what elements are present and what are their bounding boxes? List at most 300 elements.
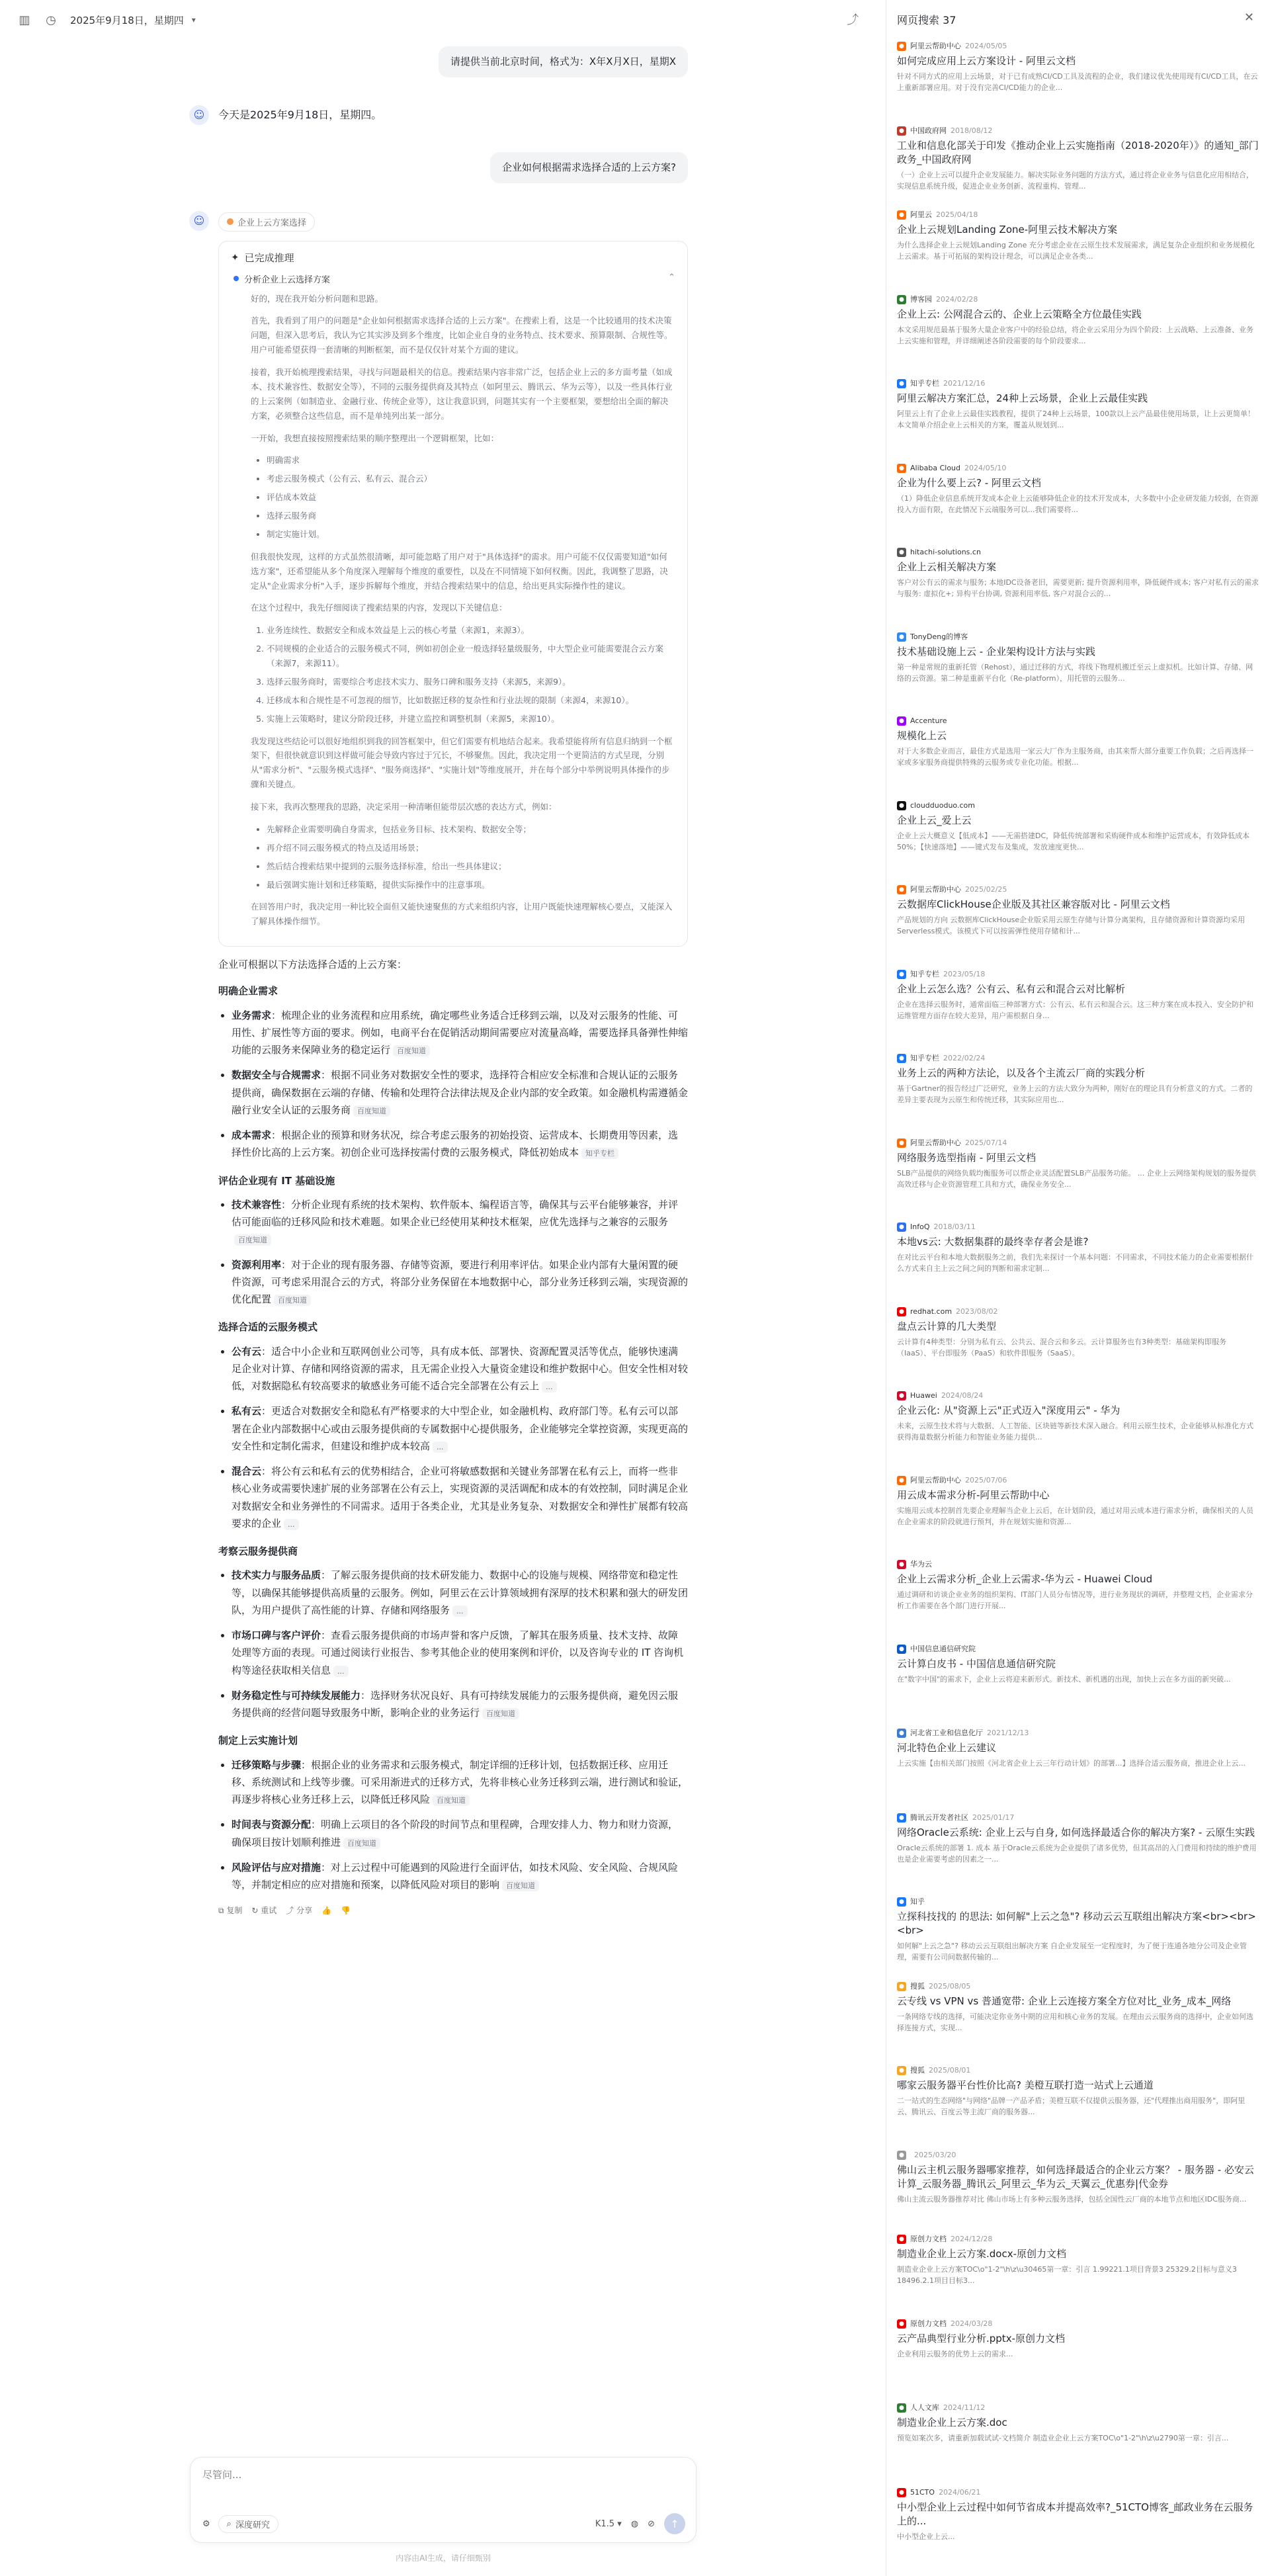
result-site-name: 原创力文档 bbox=[910, 2235, 947, 2243]
result-source bbox=[897, 210, 1259, 220]
result-title[interactable]: 规模化上云 bbox=[897, 730, 947, 742]
search-result[interactable] bbox=[897, 1391, 1259, 1475]
site-favicon-icon: ● bbox=[897, 1054, 906, 1063]
result-snippet: 上云实施【由相关部门按照《河北省企业上云三年行动计划》的部署...】选择合适云服务商，推进企业上云... bbox=[897, 1759, 1246, 1768]
result-source bbox=[897, 1813, 1259, 1823]
site-favicon-icon: ● bbox=[897, 2319, 906, 2329]
item-desc: ：根据不同业务对数据安全性的要求，选择符合相应安全标准和合规认证的云服务提供商，确保数据在云端的存储、传输和处理符合法律法规及企业内部的安全政策。如金融机构需遵循金融行业安全认证的云服务商 bbox=[232, 1069, 689, 1116]
search-result[interactable] bbox=[897, 1813, 1259, 1897]
result-date: 2025/07/14 bbox=[965, 1138, 1007, 1147]
search-result[interactable] bbox=[897, 2403, 1259, 2487]
search-result[interactable] bbox=[897, 1053, 1259, 1138]
result-snippet: 如何解"上云之急"? 移动云云互联组出解决方案 自企业发展至一定程度时，为了便于连通各地分公司及企业管理，需要有公司间数据传输的... bbox=[897, 1942, 1247, 1962]
item-term: 技术实力与服务品质 bbox=[232, 1569, 321, 1582]
item-desc: ：适合中小企业和互联网创业公司等，具有成本低、部署快、资源配置灵活等优点，能够快速满足企业对计算、存储和网络资源的需求，且无需企业投入大量资金建设和维护数据中心。但安全性相对较低，对数据隐私有较高要求的敏感业务可能不适合完全部署在公有云上 bbox=[232, 1345, 689, 1393]
search-result[interactable] bbox=[897, 463, 1259, 548]
site-favicon-icon: ● bbox=[897, 1560, 906, 1569]
result-title[interactable]: 网络Oracle云系统: 企业上云与自身, 如何选择最适合你的解决方案? - 云原生实践 bbox=[897, 1826, 1255, 1838]
deep-research-toggle[interactable]: ⌕ 深度研究 bbox=[218, 2515, 278, 2533]
search-results-list bbox=[897, 41, 1259, 2571]
result-title[interactable]: 佛山云主机云服务器哪家推荐，如何选择最适合的企业云方案？ - 服务器 - 必安云计算_云服务器_腾讯云_阿里云_华为云_天翼云_优惠券|代金券 bbox=[897, 2163, 1254, 2190]
result-snippet: 企业利用云服务的优势上云的需求... bbox=[897, 2349, 1013, 2358]
site-favicon-icon: ● bbox=[897, 126, 906, 136]
result-snippet: 预览如案次多，请重新加载试试-文档简介 制造业企业上云方案TOC\o"1-2"\h\z\u2790第一章：引言... bbox=[897, 2434, 1229, 2442]
item-term: 私有云 bbox=[232, 1405, 262, 1418]
share-icon[interactable]: ⤴ bbox=[847, 13, 859, 27]
search-result[interactable] bbox=[897, 2487, 1259, 2572]
result-site-name: 知乎 bbox=[910, 1897, 925, 1906]
assistant-message bbox=[193, 107, 688, 124]
conversation-title[interactable]: 2025年9月18日，星期四 bbox=[70, 14, 184, 26]
result-title[interactable]: 云数据库ClickHouse企业版及其社区兼容版对比 - 阿里云文档 bbox=[897, 898, 1170, 910]
conversation bbox=[193, 46, 689, 1947]
item-term: 财务稳定性与可持续发展能力 bbox=[232, 1689, 361, 1701]
user-message: 企业如何根据需求选择合适的上云方案? bbox=[218, 152, 688, 183]
result-title[interactable]: 河北特色企业上云建议 bbox=[897, 1742, 997, 1754]
site-favicon-icon: ● bbox=[897, 2235, 906, 2244]
result-snippet: 二一站式的生态网络"与网络"品牌一产品矛盾；美橙互联不仅提供云服务器，还"代理推出商用服务"，即阿里云、腾讯云、百度云等主流厂商的服务器... bbox=[897, 2096, 1246, 2117]
result-date: 2025/07/06 bbox=[965, 1475, 1007, 1484]
search-result[interactable] bbox=[897, 716, 1259, 800]
result-title[interactable]: 企业上云: 公网混合云的、企业上云策略全方位最佳实践 bbox=[897, 308, 1142, 320]
result-date: 2025/08/05 bbox=[929, 1981, 971, 1991]
citation-badge[interactable]: 百度知道 bbox=[393, 1045, 430, 1056]
result-title[interactable]: 本地vs云: 大数据集群的最终幸存者会是谁? bbox=[897, 1236, 1089, 1248]
result-source bbox=[897, 1644, 1259, 1654]
thinking-list: • 先解释企业需要明确自身需求，包括业务目标、技术架构、数据安全等； • 再介绍不同云服务模式的特点及适用场景； • 然后结合搜索结果中提到的云服务选择标准，给出一些具体建议； • 最后强调实施计划和迁移策略，提供实际操作中的注意事项。 bbox=[267, 822, 675, 892]
model-selector[interactable]: K1.5 ▾ bbox=[595, 2518, 622, 2529]
result-snippet: 通过调研和访谈企业业务的组织架构、IT部门人员分布情况等，进行业务现状的调研，并整理文档，企业需求分析工作需要在各个部门进行开展... bbox=[897, 1590, 1253, 1611]
assistant-reply-text: 今天是2025年9月18日，星期四。 bbox=[218, 108, 382, 121]
search-result[interactable] bbox=[897, 2234, 1259, 2319]
result-site-name: 腾讯云开发者社区 bbox=[910, 1813, 968, 1822]
item-desc: ：根据企业的业务需求和云服务模式，制定详细的迁移计划，包括数据迁移、应用迁移、系统测试和上线等步骤。可采用渐进式的迁移方式，先将非核心业务迁移到云端，进行测试和验证，再逐步将核心业务迁移上云，以降低迁移风险 bbox=[232, 1758, 689, 1806]
citation-badge[interactable]: ... bbox=[333, 1666, 349, 1677]
answer-list bbox=[232, 1196, 688, 1309]
site-favicon-icon: ● bbox=[897, 1138, 906, 1148]
result-site-name: 人人文库 bbox=[910, 2403, 939, 2412]
result-site-name: 知乎专栏 bbox=[910, 969, 939, 978]
result-title[interactable]: 企业上云规划Landing Zone-阿里云技术解决方案 bbox=[897, 224, 1118, 236]
site-favicon-icon: ● bbox=[897, 1307, 906, 1316]
site-favicon-icon: ● bbox=[897, 2488, 906, 2497]
item-desc: ：梳理企业的业务流程和应用系统，确定哪些业务适合迁移到云端，以及对云服务的性能、可用性、扩展性等方面的要求。例如，电商平台在促销活动期间需要应对流量高峰，需要选择具备弹性伸缩功能的云服务来保障业务的稳定运行 bbox=[232, 1009, 689, 1056]
site-favicon-icon: ● bbox=[897, 885, 906, 894]
result-source bbox=[897, 2487, 1259, 2498]
answer-list-item bbox=[232, 1343, 688, 1395]
result-date: 2024/12/28 bbox=[951, 2235, 993, 2243]
item-term: 迁移策略与步骤 bbox=[232, 1758, 302, 1771]
message-actions bbox=[218, 1904, 688, 1918]
result-title[interactable]: 制造业企业上云方案.docx-原创力文档 bbox=[897, 2248, 1067, 2260]
thinking-panel bbox=[218, 241, 688, 947]
site-favicon-icon: ● bbox=[897, 2066, 906, 2075]
chat-input-box bbox=[190, 2457, 697, 2543]
search-result[interactable] bbox=[897, 2150, 1259, 2235]
citation-badge[interactable]: 百度知道 bbox=[343, 1838, 380, 1849]
search-result[interactable] bbox=[897, 884, 1259, 969]
user-message: 请提供当前北京时间，格式为：X年X月X日，星期X bbox=[218, 46, 688, 77]
answer-list-item bbox=[232, 1196, 688, 1248]
site-favicon-icon: ● bbox=[897, 716, 906, 726]
result-site-name: 51CTO bbox=[910, 2487, 935, 2497]
answer-list bbox=[232, 1343, 688, 1533]
result-title[interactable]: 业务上云的两种方法论，以及各个主流云厂商的实践分析 bbox=[897, 1067, 1146, 1079]
result-site-name: TonyDeng的博客 bbox=[910, 632, 968, 641]
result-site-name: 阿里云帮助中心 bbox=[910, 1475, 961, 1484]
answer-body: 企业可根据以下方法选择合适的上云方案： 明确企业需求 • 业务需求：梳理企业的业务流程和应用系统，确定哪些业务适合迁移到云端，以及对云服务的性能、可用性、扩展性等方面的要求。例如，电商平台在促销活动期间需要应对流量高峰，需要选择具备弹性伸缩功能的云服务来保障业务的稳定运行 百度知道 • 数据安全与合规需求：根据不同业务对数据安全性的要求，选择符合相应安全标准和合规认证的云服务提供商，确保数据在云端的存储、传输和处理符合法律法规及企业内部的安全政策。如金融机构需遵循金融行业安全认证的云服务商 百度知道 • 成本需求：根据企业的预算和财务状况，综合考虑云服务的初始投资、运营成本、长期费用等因素，选择性价比高的上云方案。初创企业可选择按需付费的云服务模式，降低初始成本 知乎专栏 评估企业现有 IT 基础设施 • 技术兼容性：分析企业现有系统的技术架构、软件版本、编程语言等，确保其与云平台能够兼容，并评估可能面临的迁移风险和技术难题。如果企业已经使用某种技术框架，应优先选择与之兼容的云服务百度知道 • 资源利用率：对于企业的现有服务器、存储等资源，要进行利用率评估。如果企业内部有大量闲置的硬件资源，可考虑采用混合云的方式，将部分业务保留在本地数据中心，部分业务迁移到云端，实现资源的优化配置 百度知道 选择合适的云服务模式 • 公有云：适合中小企业和互联网创业公司等，具有成本低、部署快、资源配置灵活等优点，能够快速满足企业对计算、存储和网络资源的需求，且无需企业投入大量资金建设和维护数据中心。但安全性相对较低，对数据隐私有较高要求的敏感业务可能不适合完全部署在公有云上 ... • 私有云：更适合对数据安全和隐私有严格要求的大中型企业，如金融机构、政府部门等。私有云可以部署在企业内部数据中心或由云服务提供商的专属数据中心提供服务，企业能够完全掌控资源，实现更高的安全性和定制化需求，但建设和维护成本较高 ... • 混合云：将公有云和私有云的优势相结合，企业可将敏感数据和关键业务部署在私有云上，而将一些非核心业务或需要快速扩展的业务部署在公有云上，实现资源的灵活调配和成本的有效控制，同时满足企业对数据安全和业务弹性的不同需求。适用于各类企业，尤其是业务复杂、对数据安全和弹性扩展都有较高要求的企业 ... 考察云服务提供商 • 技术实力与服务品质：了解云服务提供商的技术研发能力、数据中心的设施与规模、网络带宽和稳定性等，以确保其能够提供高质量的云服务。例如，阿里云在云计算领域拥有深厚的技术积累和强大的研发团队，为用户提供了高性能的计算、存储和网络服务 ... • 市场口碑与客户评价：查看云服务提供商的市场声誉和客户反馈，了解其在服务质量、技术支持、故障处理等方面的表现。可通过阅读行业报告、参考其他企业的使用案例和评价，以及咨询专业的 IT 咨询机构等途径获取相关信息 ... • 财务稳定性与可持续发展能力：选择财务状况良好、具有可持续发展能力的云服务提供商，避免因云服务提供商的经营问题导致服务中断，影响企业的业务运行 百度知道 制定上云实施计划 • 迁移策略与步骤：根据企业的业务需求和云服务模式，制定详细的迁移计划，包括数据迁移、应用迁移、系统测试和上线等步骤。可采用渐进式的迁移方式，先将非核心业务迁移到云端，进行测试和验证，再逐步将核心业务迁移上云，以降低迁移风险 百度知道 • 时间表与资源分配：明确上云项目的各个阶段的时间节点和里程碑，合理安排人力、物力和财力资源，确保项目按计划顺利推进 百度知道 • 风险评估与应对措施：对上云过程中可能遇到的风险进行全面评估，如技术风险、安全风险、合规风险等，并制定相应的应对措施和预案，以降低风险对项目的影响 百度知道 ⧉ 复制 ↻ 重试 ⤴ 分享 👍 👎 bbox=[218, 956, 688, 1918]
citation-badge[interactable]: 百度知道 bbox=[353, 1105, 390, 1117]
result-date: 2024/05/05 bbox=[965, 42, 1007, 50]
site-favicon-icon: ● bbox=[897, 1476, 906, 1485]
result-snippet: 在对比云平台和本地大数据服务之前，我们先来探讨一个基本问题：不同需求，不同技术能力的企业需要根据什么方式来自主上云之间之间的判断和需求定制... bbox=[897, 1253, 1253, 1273]
thinking-body: 好的，现在我开始分析问题和思路。 首先，我看到了用户的问题是"企业如何根据需求选择合适的上云方案"。在搜索上看，这是一个比较通用的技术决策问题，但深入思考后，我认为它其实涉及到多个维度，比如企业自身的业务特点、技术要求、预算限制、合规性等。用户可能希望获得一套清晰的判断框架，而不是仅仅针对某个方面的建议。 接着，我开始梳理搜索结果，寻找与问题最相关的信息。搜索结果内容非常广泛，包括企业上云的多方面考量（如成本、技术兼容性、数据安全等），不同的云服务提供商及其特点（如阿里云、腾讯云、华为云等），以及一些具体行业的上云案例（如制造业、金融行业、传统企业等），这让我意识到，问题其实有一个主要框架，要想给出全面的解决方案，必须整合这些信息，而不是单纯列出某一部分。 一开始，我想直接按照搜索结果的顺序整理出一个逻辑框架，比如： • 明确需求 • 考虑云服务模式（公有云、私有云、混合云） • 评估成本效益 • 选择云服务商 • 制定实施计划。 但我很快发现，这样的方式虽然很清晰，却可能忽略了用户对于"具体选择"的需求。用户可能不仅仅需要知道"如何选方案"，还希望能从多个角度深入理解每个维度的重要性，以及在不同情境下如何权衡。因此，我调整了思路，决定从"企业需求分析"入手，逐步拆解每个维度，并结合搜索结果中的信息，给出更具实际操作性的建议。 在这个过程中，我先仔细阅读了搜索结果的内容，发现以下关键信息： 1. 业务连续性、数据安全和成本效益是上云的核心考量（来源1，来源3）。 2. 不同规模的企业适合的云服务模式不同，例如初创企业一般选择轻量级服务，中大型企业可能需要混合云方案（来源7，来源11）。 3. 选择云服务商时，需要综合考虑技术实力、服务口碑和服务支持（来源5，来源9）。 4. 迁移成本和合规性是不可忽视的细节，比如数据迁移的复杂性和行业法规的限制（来源4，来源10）。 5. 实施上云策略时，建议分阶段迁移，并建立监控和调整机制（来源5，来源10）。 我发现这些结论可以很好地组织到我的回答框架中，但它们需要有机地结合起来。我希望能将所有信息归纳到一个框架下，但很快就意识到这样做可能会导致内容过于冗长，不够聚焦。因此，我决定用一个更简洁的方式呈现，分别从"需求分析"、"云服务模式选择"、"服务商选择"、"实施计划"等维度展开，并在每个部分中举例说明具体操作的步骤和关键点。 接下来，我再次整理我的思路，决定采用一种清晰但能带层次感的表达方式，例如： • 先解释企业需要明确自身需求，包括业务目标、技术架构、数据安全等； • 再介绍不同云服务模式的特点及适用场景； • 然后结合搜索结果中提到的云服务选择标准，给出一些具体建议； • 最后强调实施计划和迁移策略，提供实际操作中的注意事项。 在回答用户时，我决定用一种比较全面但又能快速聚焦的方式来组织内容，让用户既能快速理解核心要点，又能深入了解具体操作细节。 bbox=[251, 292, 675, 929]
result-site-name: cloudduoduo.com bbox=[910, 800, 975, 810]
citation-badge[interactable]: 百度知道 bbox=[433, 1795, 470, 1806]
section-heading: 制定上云实施计划 bbox=[218, 1735, 298, 1747]
item-desc: ：选择财务状况良好、具有可持续发展能力的云服务提供商，避免因云服务提供商的经营问题导致服务中断，影响企业的业务运行 bbox=[232, 1689, 679, 1719]
item-term: 技术兼容性 bbox=[232, 1198, 282, 1211]
result-source bbox=[897, 2403, 1259, 2413]
result-date: 2025/08/01 bbox=[929, 2066, 971, 2075]
citation-badge[interactable]: 知乎专栏 bbox=[581, 1148, 618, 1159]
result-title[interactable]: 企业云化: 从"资源上云"正式迈入"深度用云" - 华为 bbox=[897, 1404, 1121, 1416]
result-site-name: 中国信息通信研究院 bbox=[910, 1644, 976, 1653]
result-title[interactable]: 技术基础设施上云 - 企业架构设计方法与实践 bbox=[897, 645, 1095, 658]
result-date: 2018/08/12 bbox=[951, 126, 993, 135]
thinking-list: • 明确需求 • 考虑云服务模式（公有云、私有云、混合云） • 评估成本效益 • 选择云服务商 • 制定实施计划。 bbox=[267, 453, 675, 541]
item-desc: ：根据企业的预算和财务状况，综合考虑云服务的初始投资、运营成本、长期费用等因素，选择性价比高的上云方案。初创企业可选择按需付费的云服务模式，降低初始成本 bbox=[232, 1129, 679, 1159]
result-snippet: 实施用云成本控制首先要企业理解当企业上云后，在计划阶段，通过对用云成本进行需求分析，确保相关的人员在企业需求的阶段就进行预判，并在规划实施和资源... bbox=[897, 1506, 1253, 1526]
thumbs-down-icon[interactable]: 👎 bbox=[341, 1906, 351, 1916]
item-desc: ：对上云过程中可能遇到的风险进行全面评估，如技术风险、安全风险、合规风险等，并制定相应的应对措施和预案，以降低风险对项目的影响 bbox=[232, 1861, 679, 1891]
result-snippet: 中小型企业上云... bbox=[897, 2532, 955, 2541]
item-term: 资源利用率 bbox=[232, 1258, 282, 1271]
search-result[interactable] bbox=[897, 969, 1259, 1054]
site-favicon-icon: ● bbox=[897, 632, 906, 642]
result-source bbox=[897, 1053, 1259, 1064]
result-title[interactable]: 盘点云计算的几大类型 bbox=[897, 1320, 997, 1332]
result-site-name: 知乎专栏 bbox=[910, 379, 939, 388]
item-desc: ：明确上云项目的各个阶段的时间节点和里程碑，合理安排人力、物力和财力资源，确保项目按计划顺利推进 bbox=[232, 1819, 679, 1848]
search-result[interactable] bbox=[897, 1222, 1259, 1307]
search-result[interactable] bbox=[897, 1138, 1259, 1223]
chevron-up-icon[interactable]: ⌃ bbox=[668, 272, 675, 282]
result-snippet: 阿里云上有了企业上云最佳实践教程，提供了24种上云场景，100款以上云产品最佳使用场景，让上云更简单！本文简单介绍企业上云相关的方案，覆盖从规划到... bbox=[897, 409, 1255, 430]
answer-list-item bbox=[232, 1816, 688, 1851]
result-title[interactable]: 云计算白皮书 - 中国信息通信研究院 bbox=[897, 1657, 1056, 1670]
result-site-name: 搜狐 bbox=[910, 1981, 925, 1991]
search-result[interactable] bbox=[897, 1897, 1259, 1981]
result-title[interactable]: 网络服务选型指南 - 阿里云文档 bbox=[897, 1151, 1036, 1164]
section-heading: 考察云服务提供商 bbox=[218, 1545, 298, 1558]
result-source bbox=[897, 378, 1259, 389]
attach-icon[interactable]: ⊘ bbox=[648, 2518, 655, 2529]
search-result[interactable] bbox=[897, 126, 1259, 210]
result-source bbox=[897, 547, 1259, 558]
search-result[interactable] bbox=[897, 547, 1259, 632]
search-result[interactable] bbox=[897, 1644, 1259, 1729]
result-date: 2025/02/25 bbox=[965, 885, 1007, 894]
result-site-name: 博客园 bbox=[910, 294, 932, 304]
result-title[interactable]: 云专线 vs VPN vs 普通宽带: 企业上云连接方案全方位对比_业务_成本_网络 bbox=[897, 1995, 1232, 2007]
answer-list-item bbox=[232, 1256, 688, 1309]
result-date: 2021/12/16 bbox=[943, 379, 986, 388]
site-favicon-icon: ● bbox=[897, 801, 906, 810]
result-site-name: Huawei bbox=[910, 1391, 937, 1400]
result-snippet: 基于Gartner的报告经过广泛研究，业务上云的方法大致分为两种，刚好在的理论具有分析意义的方式。二者的差异主要表现为云原生和传统迁移，其实际应用也... bbox=[897, 1084, 1253, 1105]
result-date: 2018/03/11 bbox=[933, 1223, 976, 1231]
result-snippet: SLB产品提供的网络负载均衡服务可以帮企业灵活配置SLB产品服务功能。 ... 企业上云网络架构规划的服务提供高效迁移与企业资源管理工具和方式，确保业务安全... bbox=[897, 1168, 1256, 1189]
result-snippet: 云计算有4种类型：分别为私有云、公共云、混合云和多云。云计算服务也有3种类型：基础架构即服务（IaaS）、平台即服务（PaaS）和软件即服务（SaaS）。 bbox=[897, 1337, 1226, 1357]
site-favicon-icon: ● bbox=[897, 1982, 906, 1991]
thinking-list: 1. 业务连续性、数据安全和成本效益是上云的核心考量（来源1，来源3）。 2. 不同规模的企业适合的云服务模式不同，例如初创企业一般选择轻量级服务，中大型企业可能需要混合云方案（来源7，来源11）。 3. 选择云服务商时，需要综合考虑技术实力、服务口碑和服务支持（来源5，来源9）。 4. 迁移成本和合规性是不可忽视的细节，比如数据迁移的复杂性和行业法规的限制（来源4，来源10）。 5. 实施上云策略时，建议分阶段迁移，并建立监控和调整机制（来源5，来源10）。 bbox=[267, 623, 675, 726]
result-snippet: （1）降低企业信息系统开发成本企业上云能够降低企业的技术开发成本，大多数中小企业研发能力较弱，在资源投入方面有限，在此情况下云端服务可以...我们需要将... bbox=[897, 494, 1258, 514]
item-desc: ：查看云服务提供商的市场声誉和客户反馈，了解其在服务质量、技术支持、故障处理等方面的表现。可通过阅读行业报告、参考其他企业的使用案例和评价，以及咨询专业的 IT 咨询机构等途径获取相关信息 bbox=[232, 1629, 684, 1676]
result-source bbox=[897, 1138, 1259, 1148]
site-favicon-icon: ● bbox=[897, 970, 906, 979]
result-source bbox=[897, 1559, 1259, 1570]
search-result[interactable] bbox=[897, 1981, 1259, 2066]
thinking-step[interactable]: 分析企业上云选择方案 ⌃ bbox=[231, 273, 675, 285]
site-favicon-icon: ● bbox=[897, 548, 906, 557]
assistant-avatar: ☺ bbox=[189, 105, 209, 125]
result-snippet: 在"数字中国"的需求下，企业上云将迎来新形式。新技术、新机遇的出现，加快上云在多方面的新突破... bbox=[897, 1674, 1231, 1684]
result-date: 2023/05/18 bbox=[943, 969, 986, 978]
answer-list-item bbox=[232, 1859, 688, 1894]
result-snippet: 产品规划的方向 云数据库ClickHouse企业版采用云原生存储与计算分离架构，且存储资源和计算资源均采用Serverless模式。该模式下可以按需弹性使用存储和计... bbox=[897, 916, 1246, 936]
answer-list-item bbox=[232, 1567, 688, 1619]
answer-list bbox=[232, 1007, 688, 1162]
result-title[interactable]: 中小型企业上云过程中如何节省成本并提高效率?_51CTO博客_邮政业务在云服务上的... bbox=[897, 2501, 1253, 2527]
result-date: 2024/05/10 bbox=[964, 463, 1007, 472]
search-result[interactable] bbox=[897, 1728, 1259, 1813]
result-site-name: 阿里云 bbox=[910, 210, 932, 219]
result-site-name: 搜狐 bbox=[910, 2066, 925, 2075]
answer-list-item bbox=[232, 1627, 688, 1679]
result-title[interactable]: 用云成本需求分析-阿里云帮助中心 bbox=[897, 1488, 1050, 1501]
result-site-name: 阿里云帮助中心 bbox=[910, 885, 961, 894]
result-title[interactable]: 企业上云怎么选？公有云、私有云和混合云对比解析 bbox=[897, 982, 1126, 995]
result-date: 2022/02/24 bbox=[943, 1054, 986, 1062]
result-source bbox=[897, 716, 1259, 726]
answer-list-item bbox=[232, 1687, 688, 1722]
settings-icon[interactable]: ⚙ bbox=[202, 2519, 210, 2529]
copy-button[interactable]: ⧉ 复制 bbox=[218, 1906, 243, 1916]
item-desc: ：更适合对数据安全和隐私有严格要求的大中型企业，如金融机构、政府部门等。私有云可以部署在企业内部数据中心或由云服务提供商的专属数据中心提供服务，企业能够完全掌控资源，实现更高的安全性和定制化需求，但建设和维护成本较高 bbox=[232, 1405, 689, 1452]
result-source bbox=[897, 294, 1259, 305]
search-result[interactable] bbox=[897, 1559, 1259, 1644]
site-favicon-icon: ● bbox=[897, 295, 906, 304]
result-source bbox=[897, 1981, 1259, 1992]
result-title[interactable]: 制造业企业上云方案.doc bbox=[897, 2417, 1007, 2428]
result-title[interactable]: 企业上云相关解决方案 bbox=[897, 561, 997, 573]
result-title[interactable]: 企业上云需求分析_企业上云需求-华为云 - Huawei Cloud bbox=[897, 1573, 1153, 1585]
globe-icon[interactable]: ◍ bbox=[630, 2518, 639, 2529]
answer-list-item bbox=[232, 1756, 688, 1809]
answer-list-item bbox=[232, 1463, 688, 1532]
result-snippet: 对于大多数企业而言，最佳方式是选用一家云大厂作为主服务商，由其来帮大部分重要工作负载；之后再选择一家或多家服务商提供特殊的云服务或专业化功能。根据... bbox=[897, 747, 1253, 767]
result-date: 2024/08/24 bbox=[941, 1391, 984, 1400]
result-source bbox=[897, 126, 1259, 136]
item-desc: ：了解云服务提供商的技术研发能力、数据中心的设施与规模、网络带宽和稳定性等，以确保其能够提供高质量的云服务。例如，阿里云在云计算领域拥有深厚的技术积累和强大的研发团队，为用户提供了高性能的计算、存储和网络服务 bbox=[232, 1569, 689, 1616]
result-date: 2021/12/13 bbox=[987, 1729, 1029, 1737]
search-panel-title: 网页搜索 37 bbox=[897, 14, 956, 26]
site-favicon-icon: ● bbox=[897, 464, 906, 473]
result-source bbox=[897, 2319, 1259, 2329]
search-result[interactable] bbox=[897, 2065, 1259, 2150]
result-site-name: Accenture bbox=[910, 716, 947, 725]
result-title[interactable]: 阿里云解决方案汇总，24种上云场景，企业上云最佳实践 bbox=[897, 392, 1148, 404]
result-source bbox=[897, 800, 1259, 811]
thinking-header[interactable]: ✦ 已完成推理 bbox=[231, 251, 294, 264]
result-snippet: 客户对公有云的需求与服务; 本地IDC设备老旧，需要更新; 提升资源利用率，降低硬件成本; 客户对私有云的需求与服务: 虚拟化+; 异构平台协调, 资源利用率低, 客户对混合云的... bbox=[897, 578, 1259, 599]
result-title[interactable]: 哪家云服务器平台性价比高? 美橙互联打造一站式上云通道 bbox=[897, 2079, 1154, 2091]
brain-icon: ✦ bbox=[231, 251, 239, 264]
search-result[interactable] bbox=[897, 1307, 1259, 1391]
share-button[interactable]: ⤴ 分享 bbox=[286, 1906, 313, 1916]
search-result[interactable] bbox=[897, 1475, 1259, 1560]
result-date: 2024/02/28 bbox=[936, 294, 978, 304]
result-title[interactable]: 企业上云_爱上云 bbox=[897, 814, 972, 826]
item-desc: ：将公有云和私有云的优势相结合，企业可将敏感数据和关键业务部署在私有云上，而将一些非核心业务或需要快速扩展的业务部署在公有云上，实现资源的灵活调配和成本的有效控制，同时满足企业对数据安全和业务弹性的不同需求。适用于各类企业，尤其是业务复杂、对数据安全和弹性扩展都有较高要求的企业 bbox=[232, 1465, 689, 1529]
site-favicon-icon: ● bbox=[897, 42, 906, 51]
section-heading: 评估企业现有 IT 基础设施 bbox=[218, 1174, 335, 1187]
result-site-name: 原创力文档 bbox=[910, 2319, 947, 2328]
result-source bbox=[897, 1728, 1259, 1739]
result-source bbox=[897, 1391, 1259, 1401]
result-snippet: 第一种是常规的重新托管（Rehost），通过迁移的方式，将线下物理机搬迁至云上虚拟机。比如计算、存储、网络的云资源。第二种是重新平台化（Re-platform），用托管的云服务... bbox=[897, 662, 1253, 683]
close-icon[interactable]: ✕ bbox=[1244, 11, 1254, 24]
result-source bbox=[897, 1897, 1259, 1907]
search-result[interactable] bbox=[897, 210, 1259, 294]
search-result[interactable] bbox=[897, 41, 1259, 126]
result-snippet: 为什么选择企业上云规划Landing Zone 充分考虑企业在云原生技术发展需求，满足复杂企业组织和业务规模化上云需求。基于可拓展的架构设计理念，可以满足企业各类... bbox=[897, 241, 1255, 261]
assistant-avatar: ☺ bbox=[189, 211, 209, 231]
retry-button[interactable]: ↻ 重试 bbox=[251, 1906, 277, 1916]
send-button[interactable]: ↑ bbox=[664, 2513, 685, 2534]
result-site-name: 阿里云帮助中心 bbox=[910, 42, 961, 50]
result-date: 2025/04/18 bbox=[936, 210, 978, 219]
result-snippet: 针对不同方式的应用上云场景，对于已有成熟CI/CD工具及流程的企业，我们建议优先使用现有CI/CD工具，在云上重新部署应用。对于没有完善CI/CD能力的企业... bbox=[897, 72, 1258, 93]
item-term: 混合云 bbox=[232, 1465, 262, 1478]
item-desc: ：分析企业现有系统的技术架构、软件版本、编程语言等，确保其与云平台能够兼容，并评估可能面临的迁移风险和技术难题。如果企业已经使用某种技术框架，应优先选择与之兼容的云服务 bbox=[232, 1198, 679, 1228]
result-snippet: 企业在选择云服务时，通常面临三种部署方式：公有云、私有云和混合云。这三种方案在成本投入、安全防护和运维管理方面存在较大差异，用户需根据自身... bbox=[897, 1000, 1253, 1020]
input-tools bbox=[202, 2515, 278, 2533]
result-source bbox=[897, 1222, 1259, 1232]
result-source bbox=[897, 969, 1259, 980]
result-source bbox=[897, 2234, 1259, 2245]
result-date: 2024/03/28 bbox=[951, 2319, 993, 2328]
research-icon: ⌕ bbox=[226, 2519, 232, 2529]
citation-badge[interactable]: 百度知道 bbox=[502, 1880, 539, 1891]
site-favicon-icon: ● bbox=[897, 1813, 906, 1823]
result-snippet: 制造业企业上云方案TOC\o"1-2"\h\z\u30465第一章：引言 1.99221.1项目背景3 25329.2目标与意义3 18496.2.1项目目标3... bbox=[897, 2265, 1237, 2286]
input-actions bbox=[595, 2513, 685, 2534]
result-snippet: 一条网络专线的选择，可能决定你业务中期的应用和核心业务的发展。在理由云云服务商的选择中，企业如何选择连接方式，实现... bbox=[897, 2012, 1253, 2032]
search-results-panel bbox=[886, 0, 1270, 2576]
assistant-message bbox=[193, 212, 689, 1918]
result-site-name: redhat.com bbox=[910, 1307, 952, 1316]
search-result[interactable] bbox=[897, 800, 1259, 885]
search-result[interactable] bbox=[897, 294, 1259, 379]
result-title[interactable]: 立探科技找的 的思法: 如何解"上云之急"? 移动云云互联组出解决方案<br><br><br> bbox=[897, 1911, 1256, 1936]
item-desc: ：对于企业的现有服务器、存储等资源，要进行利用率评估。如果企业内部有大量闲置的硬件资源，可考虑采用混合云的方式，将部分业务保留在本地数据中心，部分业务迁移到云端，实现资源的优化配置 bbox=[232, 1258, 689, 1306]
answer-list bbox=[232, 1567, 688, 1721]
citation-badge[interactable]: ... bbox=[284, 1519, 299, 1530]
result-source bbox=[897, 884, 1259, 895]
item-term: 时间表与资源分配 bbox=[232, 1819, 312, 1831]
result-site-name: 河北省工业和信息化厅 bbox=[910, 1729, 983, 1737]
search-result[interactable] bbox=[897, 2319, 1259, 2403]
answer-list-item bbox=[232, 1066, 688, 1119]
search-sources-chip[interactable] bbox=[218, 212, 315, 232]
citation-badge[interactable]: ... bbox=[542, 1381, 557, 1393]
answer-list bbox=[232, 1756, 688, 1894]
result-snippet: 佛山主流云服务器推荐对比 佛山市场上有多种云服务选择，包括全国性云厂商的本地节点和地区IDC服务商... bbox=[897, 2194, 1247, 2204]
citation-badge[interactable]: ... bbox=[452, 1606, 468, 1617]
search-result[interactable] bbox=[897, 378, 1259, 463]
sidebar-toggle-icon[interactable]: ▥ bbox=[19, 13, 30, 27]
chevron-down-icon[interactable]: ▾ bbox=[191, 15, 196, 24]
site-favicon-icon: ● bbox=[897, 379, 906, 388]
site-favicon-icon: ● bbox=[897, 2403, 906, 2413]
answer-list-item bbox=[232, 1007, 688, 1059]
section-heading: 明确企业需求 bbox=[218, 985, 278, 998]
thumbs-up-icon[interactable]: 👍 bbox=[321, 1906, 332, 1916]
result-source bbox=[897, 632, 1259, 642]
result-snippet: （一）企业上云可以提升企业发展能力。解决实际业务问题的方法方式，通过将企业业务与信息化应用相结合，实现信息系统升级，促进企业业务创新、流程重构、管理... bbox=[897, 170, 1253, 191]
result-source bbox=[897, 2150, 1259, 2161]
result-source bbox=[897, 2065, 1259, 2076]
result-site-name: 阿里云帮助中心 bbox=[910, 1138, 961, 1147]
result-title[interactable]: 工业和信息化部关于印发《推动企业上云实施指南（2018-2020年）》的通知_部门政务_中国政府网 bbox=[897, 139, 1259, 165]
result-site-name: Alibaba Cloud bbox=[910, 463, 961, 472]
result-title[interactable]: 企业为什么要上云? - 阿里云文档 bbox=[897, 476, 1041, 489]
history-icon[interactable]: ◷ bbox=[46, 13, 56, 27]
result-source bbox=[897, 41, 1259, 52]
result-site-name: 中国政府网 bbox=[910, 126, 947, 135]
result-snippet: Oracle云系统的部署 1. 成本 基于Oracle云系统为企业提供了诸多优势，但其高昂的入门费用和持续的维护费用也是企业需要考虑的因素之一... bbox=[897, 1843, 1257, 1864]
result-snippet: 未来，云原生技术将与大数据、人工智能、区块链等新技术深入融合。利用云原生技术，企业能够从标准化方式获得海量数据分析能力和智能业务能力提供... bbox=[897, 1422, 1253, 1442]
result-date: 2024/11/12 bbox=[943, 2403, 986, 2412]
answer-list-item bbox=[232, 1402, 688, 1455]
site-favicon-icon: ● bbox=[897, 2151, 906, 2160]
item-term: 数据安全与合规需求 bbox=[232, 1069, 321, 1082]
result-source bbox=[897, 1475, 1259, 1486]
model-row bbox=[218, 212, 688, 232]
section-heading: 选择合适的云服务模式 bbox=[218, 1321, 318, 1334]
disclaimer: 内容由AI生成，请仔细甄别 bbox=[396, 2554, 491, 2563]
citation-badge[interactable]: 百度知道 bbox=[274, 1295, 311, 1306]
result-title[interactable]: 云产品典型行业分析.pptx-原创力文档 bbox=[897, 2332, 1065, 2344]
site-favicon-icon: ● bbox=[897, 1897, 906, 1907]
site-favicon-icon: ● bbox=[897, 1223, 906, 1232]
citation-badge[interactable]: 百度知道 bbox=[482, 1708, 519, 1719]
result-date: 2023/08/02 bbox=[956, 1307, 998, 1316]
result-title[interactable]: 如何完成应用上云方案设计 - 阿里云文档 bbox=[897, 55, 1076, 67]
item-term: 业务需求 bbox=[232, 1009, 272, 1021]
message-input[interactable] bbox=[202, 2469, 684, 2481]
citation-badge[interactable]: 百度知道 bbox=[234, 1234, 271, 1246]
citation-badge[interactable]: ... bbox=[433, 1441, 448, 1453]
result-source bbox=[897, 1307, 1259, 1317]
search-result[interactable] bbox=[897, 632, 1259, 716]
step-dot-icon bbox=[233, 276, 239, 281]
top-bar bbox=[0, 0, 886, 40]
item-term: 成本需求 bbox=[232, 1129, 272, 1142]
result-date: 2024/06/21 bbox=[939, 2487, 981, 2497]
